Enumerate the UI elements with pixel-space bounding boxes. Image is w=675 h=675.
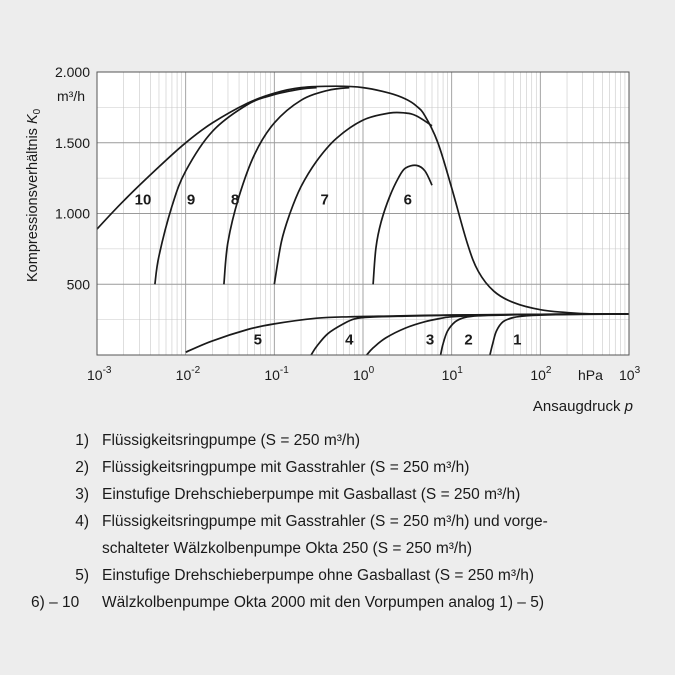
y-axis-title-symbol: K bbox=[25, 114, 41, 125]
x-tick-exponent: -1 bbox=[279, 365, 289, 376]
x-tick-label bbox=[530, 365, 552, 383]
x-tick-base: 10 bbox=[353, 367, 369, 383]
x-tick-exponent: -2 bbox=[191, 365, 201, 376]
x-tick-base: 10 bbox=[264, 367, 280, 383]
y-tick-label: 500 bbox=[66, 276, 90, 293]
y-tick-label: 2.000 bbox=[54, 64, 90, 80]
curve-label: 10 bbox=[134, 191, 152, 209]
x-tick-base: 10 bbox=[530, 367, 546, 383]
y-axis-title bbox=[25, 108, 43, 282]
curve-label: 9 bbox=[186, 191, 196, 209]
x-axis-title-symbol: p bbox=[624, 398, 633, 415]
legend-item bbox=[0, 427, 675, 454]
x-tick-exponent: -3 bbox=[102, 365, 112, 376]
curve-label: 1 bbox=[513, 331, 522, 349]
curve-label: 6 bbox=[403, 191, 412, 209]
legend-text: Flüssigkeitsringpumpe (S = 250 m³/h) bbox=[102, 432, 361, 449]
legend-number: 6) – 10 bbox=[31, 594, 80, 611]
x-tick-exponent: 1 bbox=[457, 365, 463, 376]
x-tick-base: 10 bbox=[175, 367, 192, 383]
y-unit-label: m³/h bbox=[57, 88, 85, 104]
curve-label: 2 bbox=[464, 331, 473, 349]
curve-label: 8 bbox=[230, 191, 240, 209]
x-tick-label bbox=[442, 365, 464, 383]
y-axis-title-main: Kompressionsverhältnis bbox=[25, 128, 41, 282]
legend-text: Wälzkolbenpumpe Okta 2000 mit den Vorpumpen analog 1) – 5) bbox=[102, 594, 545, 611]
legend-text: Einstufige Drehschieberpumpe mit Gasballast (S = 250 m³/h) bbox=[102, 486, 521, 503]
legend-text: Einstufige Drehschieberpumpe ohne Gasballast (S = 250 m³/h) bbox=[102, 567, 535, 584]
legend-item bbox=[0, 562, 675, 589]
x-unit-label: hPa bbox=[578, 367, 603, 383]
legend bbox=[0, 427, 675, 616]
legend-number: 5) bbox=[75, 567, 89, 584]
legend-text: Flüssigkeitsringpumpe mit Gasstrahler (S = 250 m³/h) und vorge- bbox=[102, 513, 548, 530]
legend-item bbox=[0, 481, 675, 508]
x-tick-base: 10 bbox=[87, 367, 103, 383]
x-tick-labels bbox=[87, 365, 641, 383]
curve-label: 7 bbox=[320, 191, 329, 209]
x-tick-exponent: 0 bbox=[368, 365, 375, 376]
legend-item bbox=[0, 508, 675, 535]
y-tick-label: 1.500 bbox=[54, 134, 90, 151]
y-axis-title-subscript: 0 bbox=[32, 108, 43, 115]
x-tick-base: 10 bbox=[619, 367, 635, 383]
legend-item-continued bbox=[0, 535, 675, 562]
legend-text: schalteter Wälzkolbenpumpe Okta 250 (S = 250 m³/h) bbox=[102, 540, 473, 557]
x-tick-label bbox=[353, 365, 375, 383]
legend-number: 3) bbox=[75, 486, 89, 503]
x-tick-label bbox=[87, 365, 112, 383]
legend-item bbox=[0, 454, 675, 481]
y-tick-label: 1.000 bbox=[54, 205, 90, 222]
curve-label: 5 bbox=[253, 331, 262, 349]
x-axis-title-main: Ansaugdruck bbox=[532, 398, 621, 415]
legend-text: Flüssigkeitsringpumpe mit Gasstrahler (S = 250 m³/h) bbox=[102, 459, 470, 476]
x-axis-title bbox=[533, 398, 633, 415]
legend-number: 4) bbox=[75, 513, 89, 530]
x-tick-base: 10 bbox=[441, 367, 458, 383]
x-tick-label bbox=[176, 365, 201, 383]
curve-label: 4 bbox=[345, 331, 354, 349]
x-tick-label bbox=[264, 365, 289, 383]
legend-number: 2) bbox=[75, 459, 89, 476]
x-tick-exponent: 3 bbox=[634, 365, 641, 376]
x-tick-exponent: 2 bbox=[545, 365, 552, 376]
curve-label: 3 bbox=[425, 331, 435, 349]
legend-number: 1) bbox=[75, 432, 89, 449]
legend-item bbox=[0, 589, 675, 616]
x-tick-label bbox=[619, 365, 641, 383]
